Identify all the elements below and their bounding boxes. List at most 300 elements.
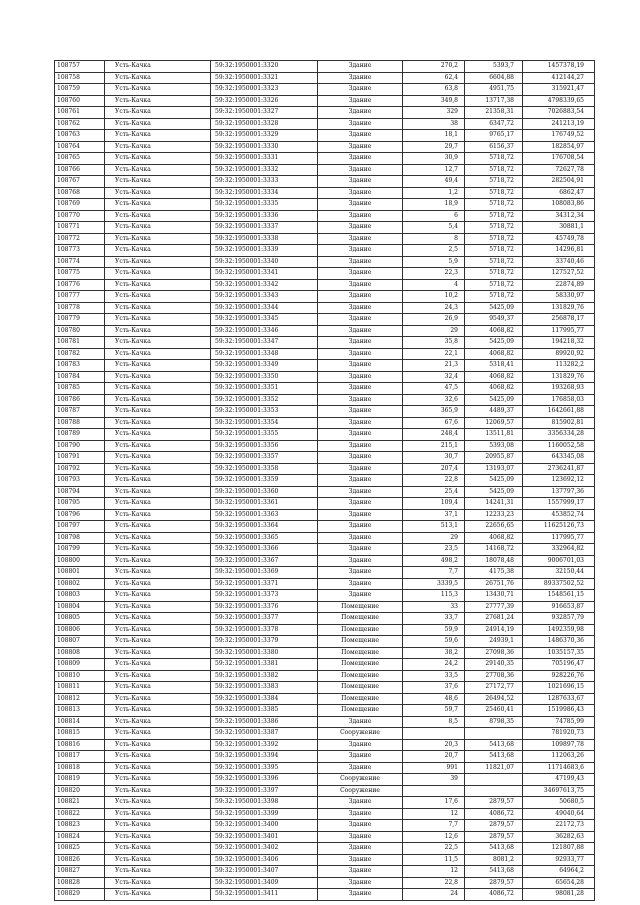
table-row — [55, 659, 595, 671]
table-row — [55, 233, 595, 245]
cadastral-number-cell: 59:32:1950001:3397 — [211, 785, 318, 797]
locality-cell: Усть-Качка — [105, 371, 211, 383]
record-number-cell: 108811 — [55, 682, 105, 694]
object-type-cell: Здание — [318, 222, 403, 234]
area-cell: 20,3 — [403, 739, 465, 751]
unit-value-cell: 27777,39 — [465, 601, 523, 613]
unit-value-cell: 20955,87 — [465, 452, 523, 464]
cadastral-number-cell: 59:32:1950001:3386 — [211, 716, 318, 728]
record-number-cell: 108819 — [55, 774, 105, 786]
record-number-cell: 108802 — [55, 578, 105, 590]
record-number-cell: 108765 — [55, 153, 105, 165]
locality-cell: Усть-Качка — [105, 383, 211, 395]
locality-cell: Усть-Качка — [105, 808, 211, 820]
total-value-cell: 453852,74 — [523, 509, 595, 521]
object-type-cell: Сооружение — [318, 774, 403, 786]
record-number-cell: 108814 — [55, 716, 105, 728]
record-number-cell: 108757 — [55, 61, 105, 73]
table-row — [55, 325, 595, 337]
locality-cell: Усть-Качка — [105, 682, 211, 694]
record-number-cell: 108823 — [55, 820, 105, 832]
object-type-cell: Здание — [318, 210, 403, 222]
total-value-cell: 781920,73 — [523, 728, 595, 740]
cadastral-number-cell: 59:32:1950001:3378 — [211, 624, 318, 636]
unit-value-cell: 8081,2 — [465, 854, 523, 866]
table-row — [55, 302, 595, 314]
cadastral-number-cell: 59:32:1950001:3338 — [211, 233, 318, 245]
locality-cell: Усть-Качка — [105, 762, 211, 774]
object-type-cell: Здание — [318, 371, 403, 383]
object-type-cell: Здание — [318, 130, 403, 142]
area-cell: 22,3 — [403, 268, 465, 280]
unit-value-cell: 8798,35 — [465, 716, 523, 728]
total-value-cell: 932857,79 — [523, 613, 595, 625]
object-type-cell: Здание — [318, 406, 403, 418]
locality-cell: Усть-Качка — [105, 348, 211, 360]
table-row — [55, 590, 595, 602]
area-cell: 248,4 — [403, 429, 465, 441]
table-row — [55, 440, 595, 452]
area-cell: 215,1 — [403, 440, 465, 452]
total-value-cell: 1287633,67 — [523, 693, 595, 705]
area-cell: 38,2 — [403, 647, 465, 659]
total-value-cell: 30881,1 — [523, 222, 595, 234]
object-type-cell: Здание — [318, 279, 403, 291]
record-number-cell: 108824 — [55, 831, 105, 843]
object-type-cell: Здание — [318, 567, 403, 579]
unit-value-cell: 29140,35 — [465, 659, 523, 671]
cadastral-number-cell: 59:32:1950001:3380 — [211, 647, 318, 659]
cadastral-number-cell: 59:32:1950001:3385 — [211, 705, 318, 717]
unit-value-cell: 9549,37 — [465, 314, 523, 326]
cadastral-number-cell: 59:32:1950001:3331 — [211, 153, 318, 165]
cadastral-number-cell: 59:32:1950001:3329 — [211, 130, 318, 142]
total-value-cell: 45749,78 — [523, 233, 595, 245]
object-type-cell: Здание — [318, 590, 403, 602]
object-type-cell: Здание — [318, 72, 403, 84]
record-number-cell: 108805 — [55, 613, 105, 625]
area-cell: 37,6 — [403, 682, 465, 694]
area-cell: 24,3 — [403, 302, 465, 314]
area-cell: 18,9 — [403, 199, 465, 211]
total-value-cell: 65654,28 — [523, 877, 595, 889]
locality-cell: Усть-Качка — [105, 164, 211, 176]
cadastral-number-cell: 59:32:1950001:3371 — [211, 578, 318, 590]
area-cell: 12,6 — [403, 831, 465, 843]
cadastral-number-cell: 59:32:1950001:3330 — [211, 141, 318, 153]
locality-cell: Усть-Качка — [105, 118, 211, 130]
unit-value-cell: 5425,09 — [465, 475, 523, 487]
total-value-cell: 22172,73 — [523, 820, 595, 832]
locality-cell: Усть-Качка — [105, 222, 211, 234]
object-type-cell: Помещение — [318, 693, 403, 705]
object-type-cell: Здание — [318, 268, 403, 280]
table-row — [55, 130, 595, 142]
table-row — [55, 187, 595, 199]
locality-cell: Усть-Качка — [105, 785, 211, 797]
cadastral-number-cell: 59:32:1950001:3333 — [211, 176, 318, 188]
unit-value-cell: 12233,23 — [465, 509, 523, 521]
record-number-cell: 108788 — [55, 417, 105, 429]
total-value-cell: 112063,26 — [523, 751, 595, 763]
record-number-cell: 108809 — [55, 659, 105, 671]
total-value-cell: 32150,44 — [523, 567, 595, 579]
cadastral-number-cell: 59:32:1950001:3360 — [211, 486, 318, 498]
area-cell: 1,2 — [403, 187, 465, 199]
area-cell: 23,5 — [403, 544, 465, 556]
cadastral-number-cell: 59:32:1950001:3344 — [211, 302, 318, 314]
record-number-cell: 108767 — [55, 176, 105, 188]
object-type-cell: Здание — [318, 762, 403, 774]
cadastral-number-cell: 59:32:1950001:3398 — [211, 797, 318, 809]
unit-value-cell: 5718,72 — [465, 245, 523, 257]
cadastral-number-cell: 59:32:1950001:3327 — [211, 107, 318, 119]
locality-cell: Усть-Качка — [105, 187, 211, 199]
object-type-cell: Здание — [318, 440, 403, 452]
locality-cell: Усть-Качка — [105, 463, 211, 475]
unit-value-cell: 5393,08 — [465, 440, 523, 452]
object-type-cell: Здание — [318, 360, 403, 372]
locality-cell: Усть-Качка — [105, 567, 211, 579]
record-number-cell: 108769 — [55, 199, 105, 211]
locality-cell: Усть-Качка — [105, 693, 211, 705]
record-number-cell: 108821 — [55, 797, 105, 809]
total-value-cell: 194218,32 — [523, 337, 595, 349]
table-row — [55, 164, 595, 176]
record-number-cell: 108795 — [55, 498, 105, 510]
unit-value-cell: 18078,48 — [465, 555, 523, 567]
record-number-cell: 108825 — [55, 843, 105, 855]
cadastral-number-cell: 59:32:1950001:3400 — [211, 820, 318, 832]
area-cell: 7,7 — [403, 567, 465, 579]
table-row — [55, 889, 595, 901]
record-number-cell: 108759 — [55, 84, 105, 96]
locality-cell: Усть-Качка — [105, 153, 211, 165]
total-value-cell: 815902,81 — [523, 417, 595, 429]
total-value-cell: 643345,08 — [523, 452, 595, 464]
total-value-cell: 176749,52 — [523, 130, 595, 142]
area-cell: 49,4 — [403, 176, 465, 188]
unit-value-cell: 5718,72 — [465, 164, 523, 176]
record-number-cell: 108792 — [55, 463, 105, 475]
cadastral-number-cell: 59:32:1950001:3392 — [211, 739, 318, 751]
total-value-cell: 127527,52 — [523, 268, 595, 280]
area-cell: 12,7 — [403, 164, 465, 176]
unit-value-cell: 13430,71 — [465, 590, 523, 602]
locality-cell: Усть-Качка — [105, 360, 211, 372]
cadastral-number-cell: 59:32:1950001:3376 — [211, 601, 318, 613]
locality-cell: Усть-Качка — [105, 601, 211, 613]
record-number-cell: 108817 — [55, 751, 105, 763]
cadastral-number-cell: 59:32:1950001:3336 — [211, 210, 318, 222]
record-number-cell: 108778 — [55, 302, 105, 314]
record-number-cell: 108815 — [55, 728, 105, 740]
object-type-cell: Помещение — [318, 682, 403, 694]
object-type-cell: Здание — [318, 486, 403, 498]
area-cell: 8 — [403, 233, 465, 245]
cadastral-number-cell: 59:32:1950001:3334 — [211, 187, 318, 199]
cadastral-number-cell: 59:32:1950001:3396 — [211, 774, 318, 786]
table-row — [55, 716, 595, 728]
locality-cell: Усть-Качка — [105, 797, 211, 809]
total-value-cell: 121807,88 — [523, 843, 595, 855]
object-type-cell: Здание — [318, 866, 403, 878]
record-number-cell: 108829 — [55, 889, 105, 901]
unit-value-cell: 25460,41 — [465, 705, 523, 717]
cadastral-number-cell: 59:32:1950001:3364 — [211, 521, 318, 533]
object-type-cell: Здание — [318, 544, 403, 556]
unit-value-cell: 2879,57 — [465, 831, 523, 843]
table-row — [55, 279, 595, 291]
table-row — [55, 785, 595, 797]
record-number-cell: 108818 — [55, 762, 105, 774]
locality-cell: Усть-Качка — [105, 705, 211, 717]
unit-value-cell: 2879,57 — [465, 797, 523, 809]
table-row — [55, 176, 595, 188]
object-type-cell: Помещение — [318, 601, 403, 613]
area-cell: 115,3 — [403, 590, 465, 602]
object-type-cell: Здание — [318, 84, 403, 96]
table-row — [55, 95, 595, 107]
locality-cell: Усть-Качка — [105, 440, 211, 452]
unit-value-cell: 5413,68 — [465, 751, 523, 763]
table-row — [55, 820, 595, 832]
area-cell: 33 — [403, 601, 465, 613]
cadastral-number-cell: 59:32:1950001:3411 — [211, 889, 318, 901]
locality-cell: Усть-Качка — [105, 141, 211, 153]
total-value-cell: 1021696,15 — [523, 682, 595, 694]
record-number-cell: 108797 — [55, 521, 105, 533]
locality-cell: Усть-Качка — [105, 647, 211, 659]
total-value-cell: 64964,2 — [523, 866, 595, 878]
locality-cell: Усть-Качка — [105, 130, 211, 142]
area-cell: 32,4 — [403, 371, 465, 383]
object-type-cell: Здание — [318, 291, 403, 303]
area-cell: 24 — [403, 889, 465, 901]
total-value-cell: 193268,93 — [523, 383, 595, 395]
cadastral-number-cell: 59:32:1950001:3348 — [211, 348, 318, 360]
total-value-cell: 4798339,65 — [523, 95, 595, 107]
total-value-cell: 9006701,03 — [523, 555, 595, 567]
locality-cell: Усть-Качка — [105, 406, 211, 418]
total-value-cell: 113282,2 — [523, 360, 595, 372]
cadastral-number-cell: 59:32:1950001:3406 — [211, 854, 318, 866]
locality-cell: Усть-Качка — [105, 475, 211, 487]
area-cell: 513,1 — [403, 521, 465, 533]
locality-cell: Усть-Качка — [105, 624, 211, 636]
locality-cell: Усть-Качка — [105, 452, 211, 464]
table-row — [55, 705, 595, 717]
area-cell: 12 — [403, 808, 465, 820]
cadastral-number-cell: 59:32:1950001:3358 — [211, 463, 318, 475]
locality-cell: Усть-Качка — [105, 532, 211, 544]
table-row — [55, 693, 595, 705]
cadastral-number-cell: 59:32:1950001:3351 — [211, 383, 318, 395]
record-number-cell: 108776 — [55, 279, 105, 291]
table-row — [55, 118, 595, 130]
record-number-cell: 108789 — [55, 429, 105, 441]
record-number-cell: 108826 — [55, 854, 105, 866]
total-value-cell: 315921,47 — [523, 84, 595, 96]
unit-value-cell: 4068,82 — [465, 348, 523, 360]
unit-value-cell: 24914,19 — [465, 624, 523, 636]
area-cell: 4 — [403, 279, 465, 291]
object-type-cell: Помещение — [318, 636, 403, 648]
locality-cell: Усть-Качка — [105, 670, 211, 682]
total-value-cell: 1035157,35 — [523, 647, 595, 659]
unit-value-cell: 2879,57 — [465, 820, 523, 832]
unit-value-cell: 4068,82 — [465, 383, 523, 395]
table-row — [55, 877, 595, 889]
total-value-cell: 1486370,36 — [523, 636, 595, 648]
area-cell: 22,8 — [403, 877, 465, 889]
area-cell — [403, 785, 465, 797]
table-row — [55, 854, 595, 866]
object-type-cell: Здание — [318, 325, 403, 337]
record-number-cell: 108777 — [55, 291, 105, 303]
table-row — [55, 774, 595, 786]
object-type-cell: Здание — [318, 314, 403, 326]
total-value-cell: 705196,47 — [523, 659, 595, 671]
area-cell: 29,7 — [403, 141, 465, 153]
area-cell: 32,6 — [403, 394, 465, 406]
unit-value-cell: 14241,31 — [465, 498, 523, 510]
total-value-cell: 332964,82 — [523, 544, 595, 556]
table-row — [55, 463, 595, 475]
unit-value-cell: 4068,82 — [465, 532, 523, 544]
total-value-cell: 1519986,43 — [523, 705, 595, 717]
area-cell: 30,7 — [403, 452, 465, 464]
record-number-cell: 108770 — [55, 210, 105, 222]
unit-value-cell: 5413,68 — [465, 843, 523, 855]
total-value-cell: 33740,46 — [523, 256, 595, 268]
total-value-cell: 1548561,15 — [523, 590, 595, 602]
table-row — [55, 613, 595, 625]
table-row — [55, 61, 595, 73]
area-cell: 24,2 — [403, 659, 465, 671]
locality-cell: Усть-Качка — [105, 394, 211, 406]
locality-cell: Усть-Качка — [105, 95, 211, 107]
locality-cell: Усть-Качка — [105, 325, 211, 337]
table-row — [55, 72, 595, 84]
record-number-cell: 108791 — [55, 452, 105, 464]
total-value-cell: 22874,89 — [523, 279, 595, 291]
total-value-cell: 108083,86 — [523, 199, 595, 211]
cadastral-number-cell: 59:32:1950001:3373 — [211, 590, 318, 602]
total-value-cell: 182854,97 — [523, 141, 595, 153]
cadastral-number-cell: 59:32:1950001:3335 — [211, 199, 318, 211]
table-row — [55, 521, 595, 533]
unit-value-cell: 5718,72 — [465, 210, 523, 222]
locality-cell: Усть-Качка — [105, 659, 211, 671]
record-number-cell: 108800 — [55, 555, 105, 567]
record-number-cell: 108771 — [55, 222, 105, 234]
table-row — [55, 739, 595, 751]
table-row — [55, 107, 595, 119]
record-number-cell: 108782 — [55, 348, 105, 360]
record-number-cell: 108785 — [55, 383, 105, 395]
unit-value-cell: 4086,72 — [465, 889, 523, 901]
unit-value-cell: 21358,31 — [465, 107, 523, 119]
total-value-cell: 282504,91 — [523, 176, 595, 188]
object-type-cell: Помещение — [318, 705, 403, 717]
object-type-cell: Здание — [318, 532, 403, 544]
locality-cell: Усть-Качка — [105, 854, 211, 866]
cadastral-number-cell: 59:32:1950001:3352 — [211, 394, 318, 406]
area-cell: 22,8 — [403, 475, 465, 487]
record-number-cell: 108786 — [55, 394, 105, 406]
object-type-cell: Сооружение — [318, 728, 403, 740]
area-cell: 365,9 — [403, 406, 465, 418]
locality-cell: Усть-Качка — [105, 429, 211, 441]
object-type-cell: Помещение — [318, 659, 403, 671]
unit-value-cell: 11821,07 — [465, 762, 523, 774]
record-number-cell: 108761 — [55, 107, 105, 119]
total-value-cell: 256878,17 — [523, 314, 595, 326]
record-number-cell: 108820 — [55, 785, 105, 797]
locality-cell: Усть-Качка — [105, 84, 211, 96]
area-cell: 109,4 — [403, 498, 465, 510]
unit-value-cell: 5718,72 — [465, 222, 523, 234]
record-number-cell: 108810 — [55, 670, 105, 682]
unit-value-cell: 26751,76 — [465, 578, 523, 590]
table-row — [55, 797, 595, 809]
locality-cell: Усть-Качка — [105, 509, 211, 521]
table-row — [55, 509, 595, 521]
cadastral-number-cell: 59:32:1950001:3346 — [211, 325, 318, 337]
record-number-cell: 108796 — [55, 509, 105, 521]
unit-value-cell: 5425,09 — [465, 337, 523, 349]
record-number-cell: 108781 — [55, 337, 105, 349]
record-number-cell: 108787 — [55, 406, 105, 418]
locality-cell: Усть-Качка — [105, 233, 211, 245]
locality-cell: Усть-Качка — [105, 314, 211, 326]
record-number-cell: 108774 — [55, 256, 105, 268]
object-type-cell: Здание — [318, 302, 403, 314]
total-value-cell: 1557999,17 — [523, 498, 595, 510]
record-number-cell: 108827 — [55, 866, 105, 878]
unit-value-cell: 5718,72 — [465, 153, 523, 165]
locality-cell: Усть-Качка — [105, 636, 211, 648]
area-cell: 59,6 — [403, 636, 465, 648]
record-number-cell: 108772 — [55, 233, 105, 245]
object-type-cell: Здание — [318, 199, 403, 211]
unit-value-cell: 13717,38 — [465, 95, 523, 107]
table-row — [55, 728, 595, 740]
locality-cell: Усть-Качка — [105, 843, 211, 855]
object-type-cell: Помещение — [318, 647, 403, 659]
locality-cell: Усть-Качка — [105, 590, 211, 602]
cadastral-number-cell: 59:32:1950001:3356 — [211, 440, 318, 452]
area-cell: 11,5 — [403, 854, 465, 866]
table-row — [55, 256, 595, 268]
total-value-cell: 6862,47 — [523, 187, 595, 199]
object-type-cell: Здание — [318, 475, 403, 487]
total-value-cell: 36282,63 — [523, 831, 595, 843]
object-type-cell: Сооружение — [318, 785, 403, 797]
total-value-cell: 74785,99 — [523, 716, 595, 728]
object-type-cell: Здание — [318, 153, 403, 165]
area-cell: 18,1 — [403, 130, 465, 142]
object-type-cell: Здание — [318, 739, 403, 751]
table-row — [55, 831, 595, 843]
object-type-cell: Здание — [318, 854, 403, 866]
cadastral-number-cell: 59:32:1950001:3342 — [211, 279, 318, 291]
unit-value-cell: 5718,72 — [465, 279, 523, 291]
locality-cell: Усть-Качка — [105, 578, 211, 590]
object-type-cell: Здание — [318, 463, 403, 475]
area-cell — [403, 728, 465, 740]
